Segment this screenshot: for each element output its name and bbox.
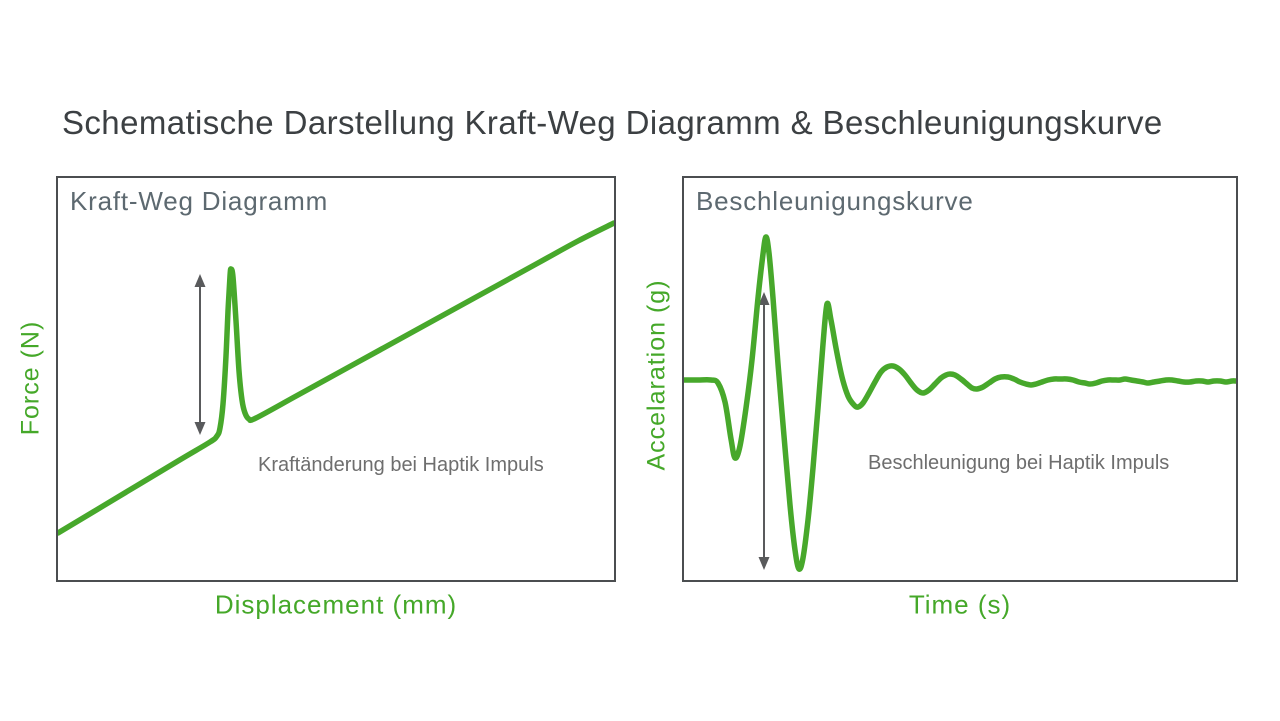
amplitude-arrow [759,292,770,570]
curve-line [684,237,1236,569]
panel-title-beschleunigungskurve: Beschleunigungskurve [696,186,974,216]
force-displacement-curve-plot [58,178,614,580]
curve-line [58,223,614,533]
annotation-beschleunigung: Beschleunigung bei Haptik Impuls [868,452,1170,474]
figure-title: Schematische Darstellung Kraft-Weg Diagramm & Beschleunigungskurve [62,104,1163,141]
panel-title-kraft-weg: Kraft-Weg Diagramm [70,186,329,216]
x-axis-label-displacement: Displacement (mm) [214,589,458,620]
force-displacement-panel [56,176,616,582]
acceleration-curve-plot [684,178,1236,580]
y-axis-label-acceleration: Accelaration (g) [642,279,671,471]
acceleration-curve-panel [682,176,1238,582]
x-axis-label-time: Time (s) [908,589,1012,620]
annotation-kraftaenderung: Kraftänderung bei Haptik Impuls [258,454,544,476]
y-axis-label-force: Force (N) [16,320,45,436]
amplitude-arrow [195,274,206,435]
